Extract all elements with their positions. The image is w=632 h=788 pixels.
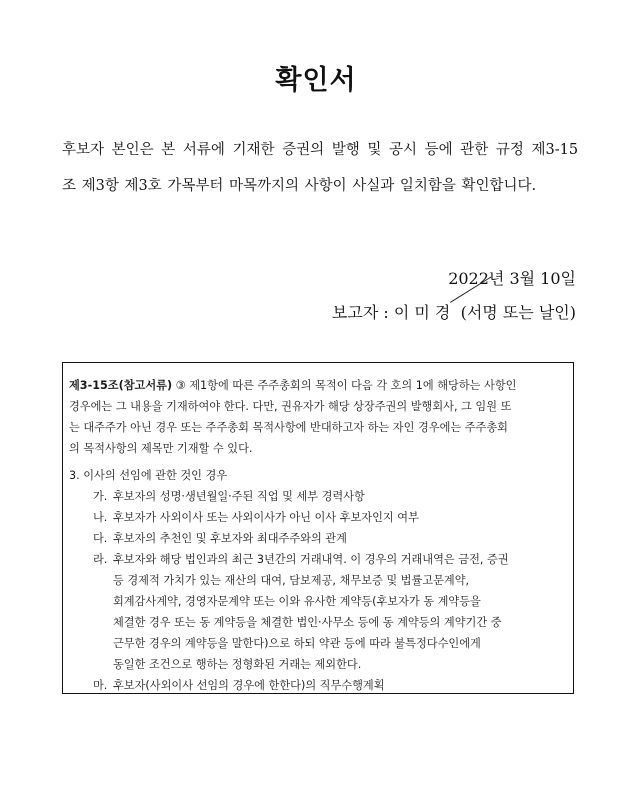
list-item xyxy=(93,488,365,504)
list-item xyxy=(93,551,509,567)
reference-label: 제3-15조(참고서류) xyxy=(69,379,173,392)
reporter-line xyxy=(332,300,576,323)
confirmation-line-2: 조 제3항 제3호 가목부터 마목까지의 사항이 사실과 일치함을 확인합니다. xyxy=(62,178,537,194)
signature-note: (서명 또는 날인) xyxy=(460,303,576,322)
list-item-text: 후보자가 사외이사 또는 사외이사가 아닌 이사 후보자인지 여부 xyxy=(113,511,419,524)
confirmation-line-1: 후보자 본인은 본 서류에 기재한 증권의 발행 및 공시 등에 관한 규정 제3-15 xyxy=(62,142,579,158)
list-item-text: 후보자(사외이사 선임의 경우에 한한다)의 직무수행계획 xyxy=(113,679,385,692)
list-marker: 가. xyxy=(93,490,108,503)
reference-line: 는 대주주가 아닌 경우 또는 주주총회 목적사항에 반대하고자 하는 자인 경우에는 주주총회 xyxy=(69,421,508,434)
list-marker: 다. xyxy=(93,532,108,545)
list-item-continuation: 회계감사계약, 경영자문계약 또는 이와 유사한 계약등(후보자가 동 계약등을 xyxy=(113,595,481,608)
reference-text: ③ 제1항에 따른 주주총회의 목적이 다음 각 호의 1에 해당하는 사항인 xyxy=(175,379,517,392)
list-marker: 나. xyxy=(93,511,108,524)
reference-line: 의 목적사항의 제목만 기재할 수 있다. xyxy=(69,442,253,455)
list-item-text: 후보자와 해당 법인과의 최근 3년간의 거래내역. 이 경우의 거래내역은 금전, 증권 xyxy=(113,553,509,566)
list-marker: 마. xyxy=(93,679,108,692)
reporter-name: 보고자 : 이 미 경 xyxy=(331,303,451,322)
list-item-continuation: 체결한 경우 또는 동 계약등을 체결한 법인·사무소 등에 동 계약등의 계약기간 중 xyxy=(113,616,502,629)
reference-box xyxy=(62,362,574,694)
list-item-text: 후보자의 성명·생년월일·주된 직업 및 세부 경력사항 xyxy=(113,490,365,503)
reference-line: 경우에는 그 내용을 기재하여야 한다. 다만, 권유자가 해당 상장주권의 발행회사, 그 임원 또 xyxy=(69,400,512,413)
list-item-continuation: 근무한 경우의 계약등을 말한다)으로 하되 약관 등에 따라 불특정다수인에게 xyxy=(113,637,481,650)
list-item-text: 후보자의 추천인 및 후보자와 최대주주와의 관계 xyxy=(113,532,347,545)
list-item-continuation: 동일한 조건으로 행하는 정형화된 거래는 제외한다. xyxy=(113,658,362,671)
report-date: 2022년 3월 10일 xyxy=(448,269,576,288)
list-marker: 라. xyxy=(93,553,108,566)
item-heading: 3. 이사의 선임에 관한 것인 경우 xyxy=(69,469,228,482)
list-item xyxy=(93,509,419,525)
page-title: 확인서 xyxy=(275,65,357,96)
list-item xyxy=(93,530,347,546)
reference-paragraph xyxy=(69,375,569,459)
list-item xyxy=(93,677,385,693)
list-item-continuation: 등 경제적 가치가 있는 재산의 대여, 담보제공, 채무보증 및 법률고문계약, xyxy=(113,574,470,587)
reference-line xyxy=(69,375,569,396)
